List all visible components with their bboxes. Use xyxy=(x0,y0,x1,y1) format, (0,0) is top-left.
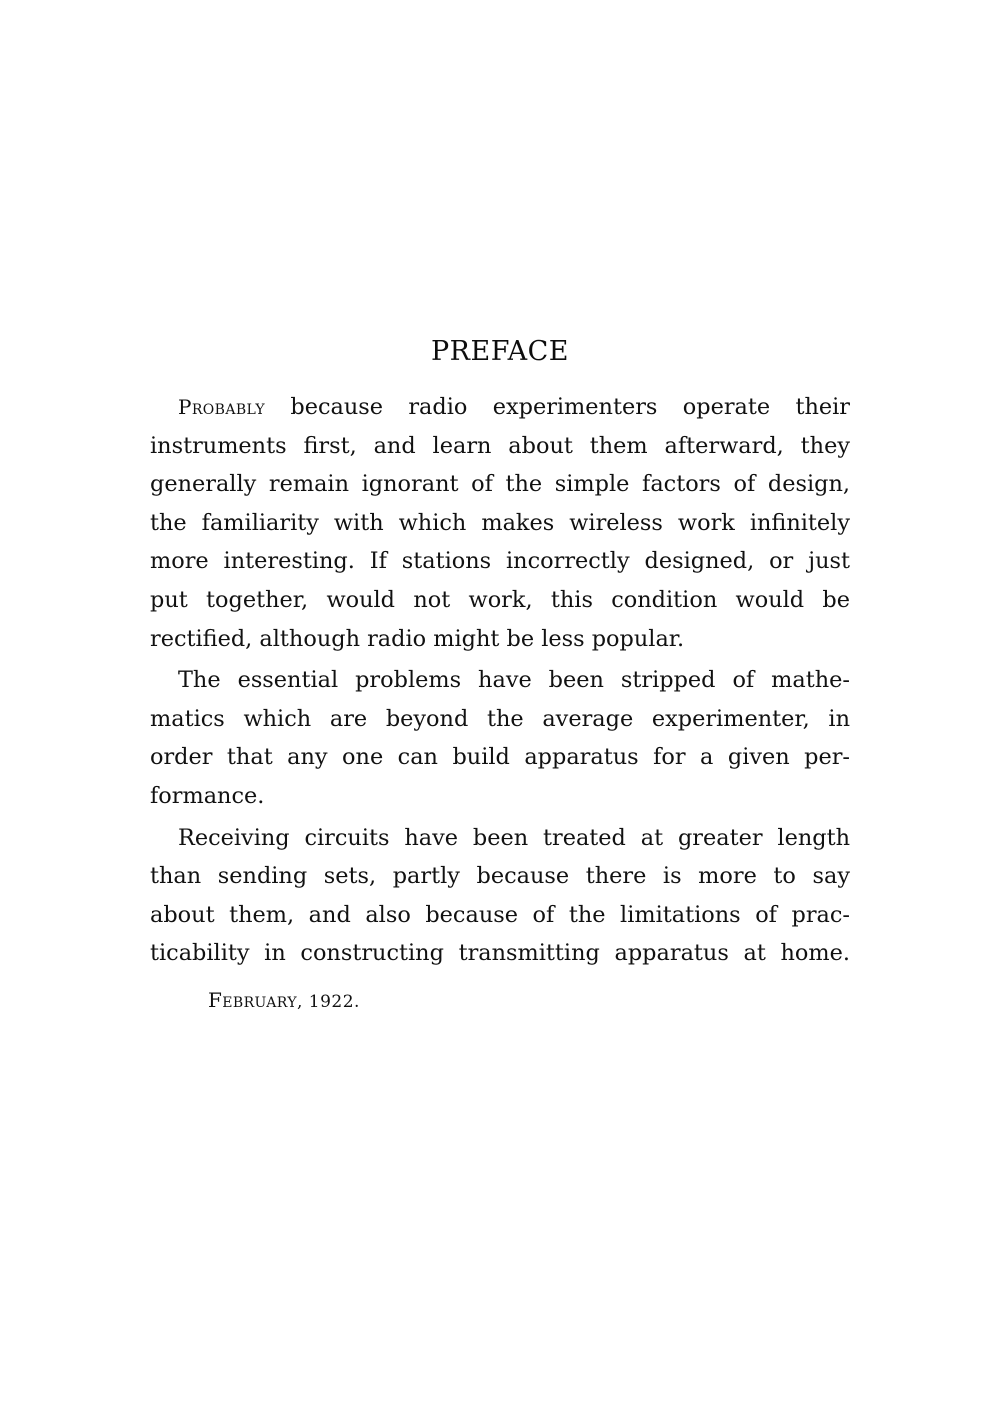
text-line: Receiving circuits have been treated at greater length xyxy=(178,824,850,851)
paragraph-3 xyxy=(150,819,850,973)
preface-body xyxy=(150,388,850,973)
lead-word: Probably xyxy=(178,395,266,419)
page-title: PREFACE xyxy=(431,336,569,368)
date-month: February xyxy=(208,988,297,1012)
text-line: Probably because radio experimenters operate their xyxy=(178,394,851,420)
text-line: put together, would not work, this condition would be xyxy=(150,586,850,613)
text-line: the familiarity with which makes wireless work infinitely xyxy=(150,509,850,536)
date-year: , 1922. xyxy=(296,992,360,1012)
text-line: rectified, although radio might be less popular. xyxy=(150,625,685,652)
text-line: The essential problems have been stripped of mathe- xyxy=(178,667,850,694)
text-line: generally remain ignorant of the simple factors of design, xyxy=(150,471,850,498)
paragraph-2 xyxy=(150,661,850,815)
text-line: more interesting. If stations incorrectly designed, or just xyxy=(150,548,850,575)
paragraph-1 xyxy=(150,388,850,658)
text-line: instruments first, and learn about them afterward, they xyxy=(150,432,850,459)
text-line: ticability in constructing transmitting apparatus at home. xyxy=(150,940,850,967)
text-line: formance. xyxy=(150,782,265,809)
text-line: than sending sets, partly because there is more to say xyxy=(150,863,850,890)
text-line: matics which are beyond the average experimenter, in xyxy=(150,705,850,732)
preface-date xyxy=(208,988,360,1012)
text-line: about them, and also because of the limitations of prac- xyxy=(150,901,850,928)
text-line: order that any one can build apparatus for a given per- xyxy=(150,744,850,771)
